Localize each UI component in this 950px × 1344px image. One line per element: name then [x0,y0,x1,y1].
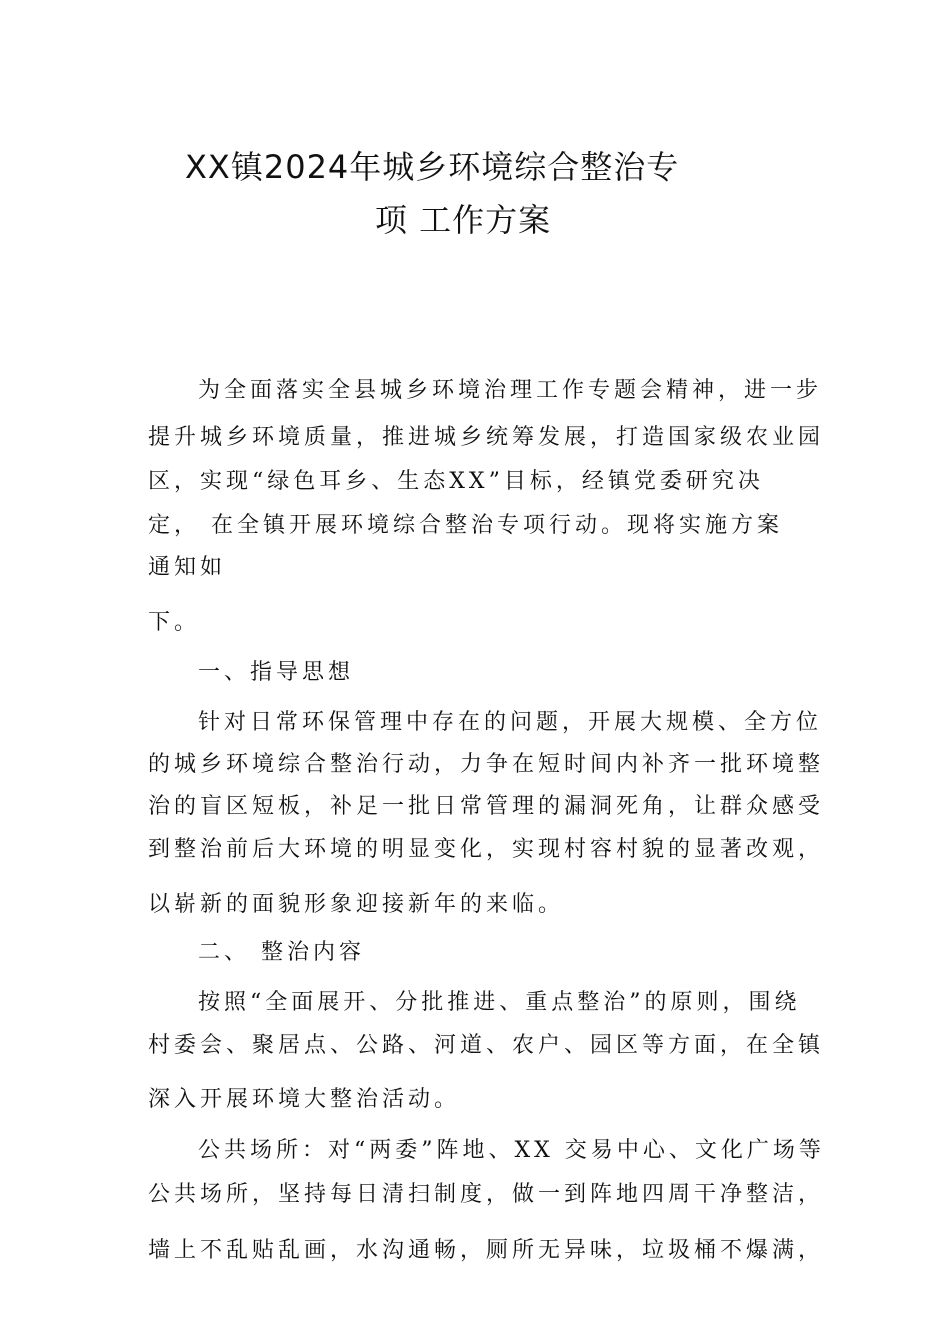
paragraph-4-line-1: 公共场所：对“两委”阵地、XX 交易中心、文化广场等 [198,1138,825,1163]
paragraph-2-line-4: 到整治前后大环境的明显变化，实现村容村貌的显著改观， [148,837,825,862]
paragraph-3-line-3: 深入开展环境大整治活动。 [148,1087,461,1112]
paragraph-4-line-2: 公共场所，坚持每日清扫制度，做一到阵地四周干净整洁， [148,1182,825,1207]
paragraph-1-line-5: 通知如 [148,555,227,580]
document-title-line-1: XX镇2024年城乡环境综合整治专 [185,148,680,186]
paragraph-2-line-3: 治的盲区短板，补足一批日常管理的漏洞死角，让群众感受 [148,794,825,819]
paragraph-1-line-4: 定， 在全镇开展环境综合整治专项行动。现将实施方案 [148,513,783,538]
section-heading-2: 二、 整治内容 [198,940,365,965]
paragraph-2-line-1: 针对日常环保管理中存在的问题，开展大规模、全方位 [198,710,823,735]
paragraph-1-line-2: 提升城乡环境质量，推进城乡统筹发展，打造国家级农业园 [148,425,825,450]
paragraph-2-line-2: 的城乡环境综合整治行动，力争在短时间内补齐一批环境整 [148,752,825,777]
paragraph-3-line-2: 村委会、聚居点、公路、河道、农户、园区等方面，在全镇 [148,1033,825,1058]
paragraph-3-line-1: 按照“全面展开、分批推进、重点整治”的原则，围绕 [198,990,801,1015]
section-heading-1: 一、指导思想 [198,660,355,685]
paragraph-4-line-3: 墙上不乱贴乱画，水沟通畅，厕所无异味，垃圾桶不爆满， [148,1238,825,1263]
paragraph-1-line-3: 区，实现“绿色耳乡、生态XX”目标，经镇党委研究决 [148,469,764,494]
paragraph-2-line-5: 以崭新的面貌形象迎接新年的来临。 [148,892,565,917]
paragraph-1-line-6: 下。 [148,610,201,635]
document-title-line-2: 项 工作方案 [375,201,552,239]
paragraph-1-line-1: 为全面落实全县城乡环境治理工作专题会精神，进一步 [198,378,823,403]
